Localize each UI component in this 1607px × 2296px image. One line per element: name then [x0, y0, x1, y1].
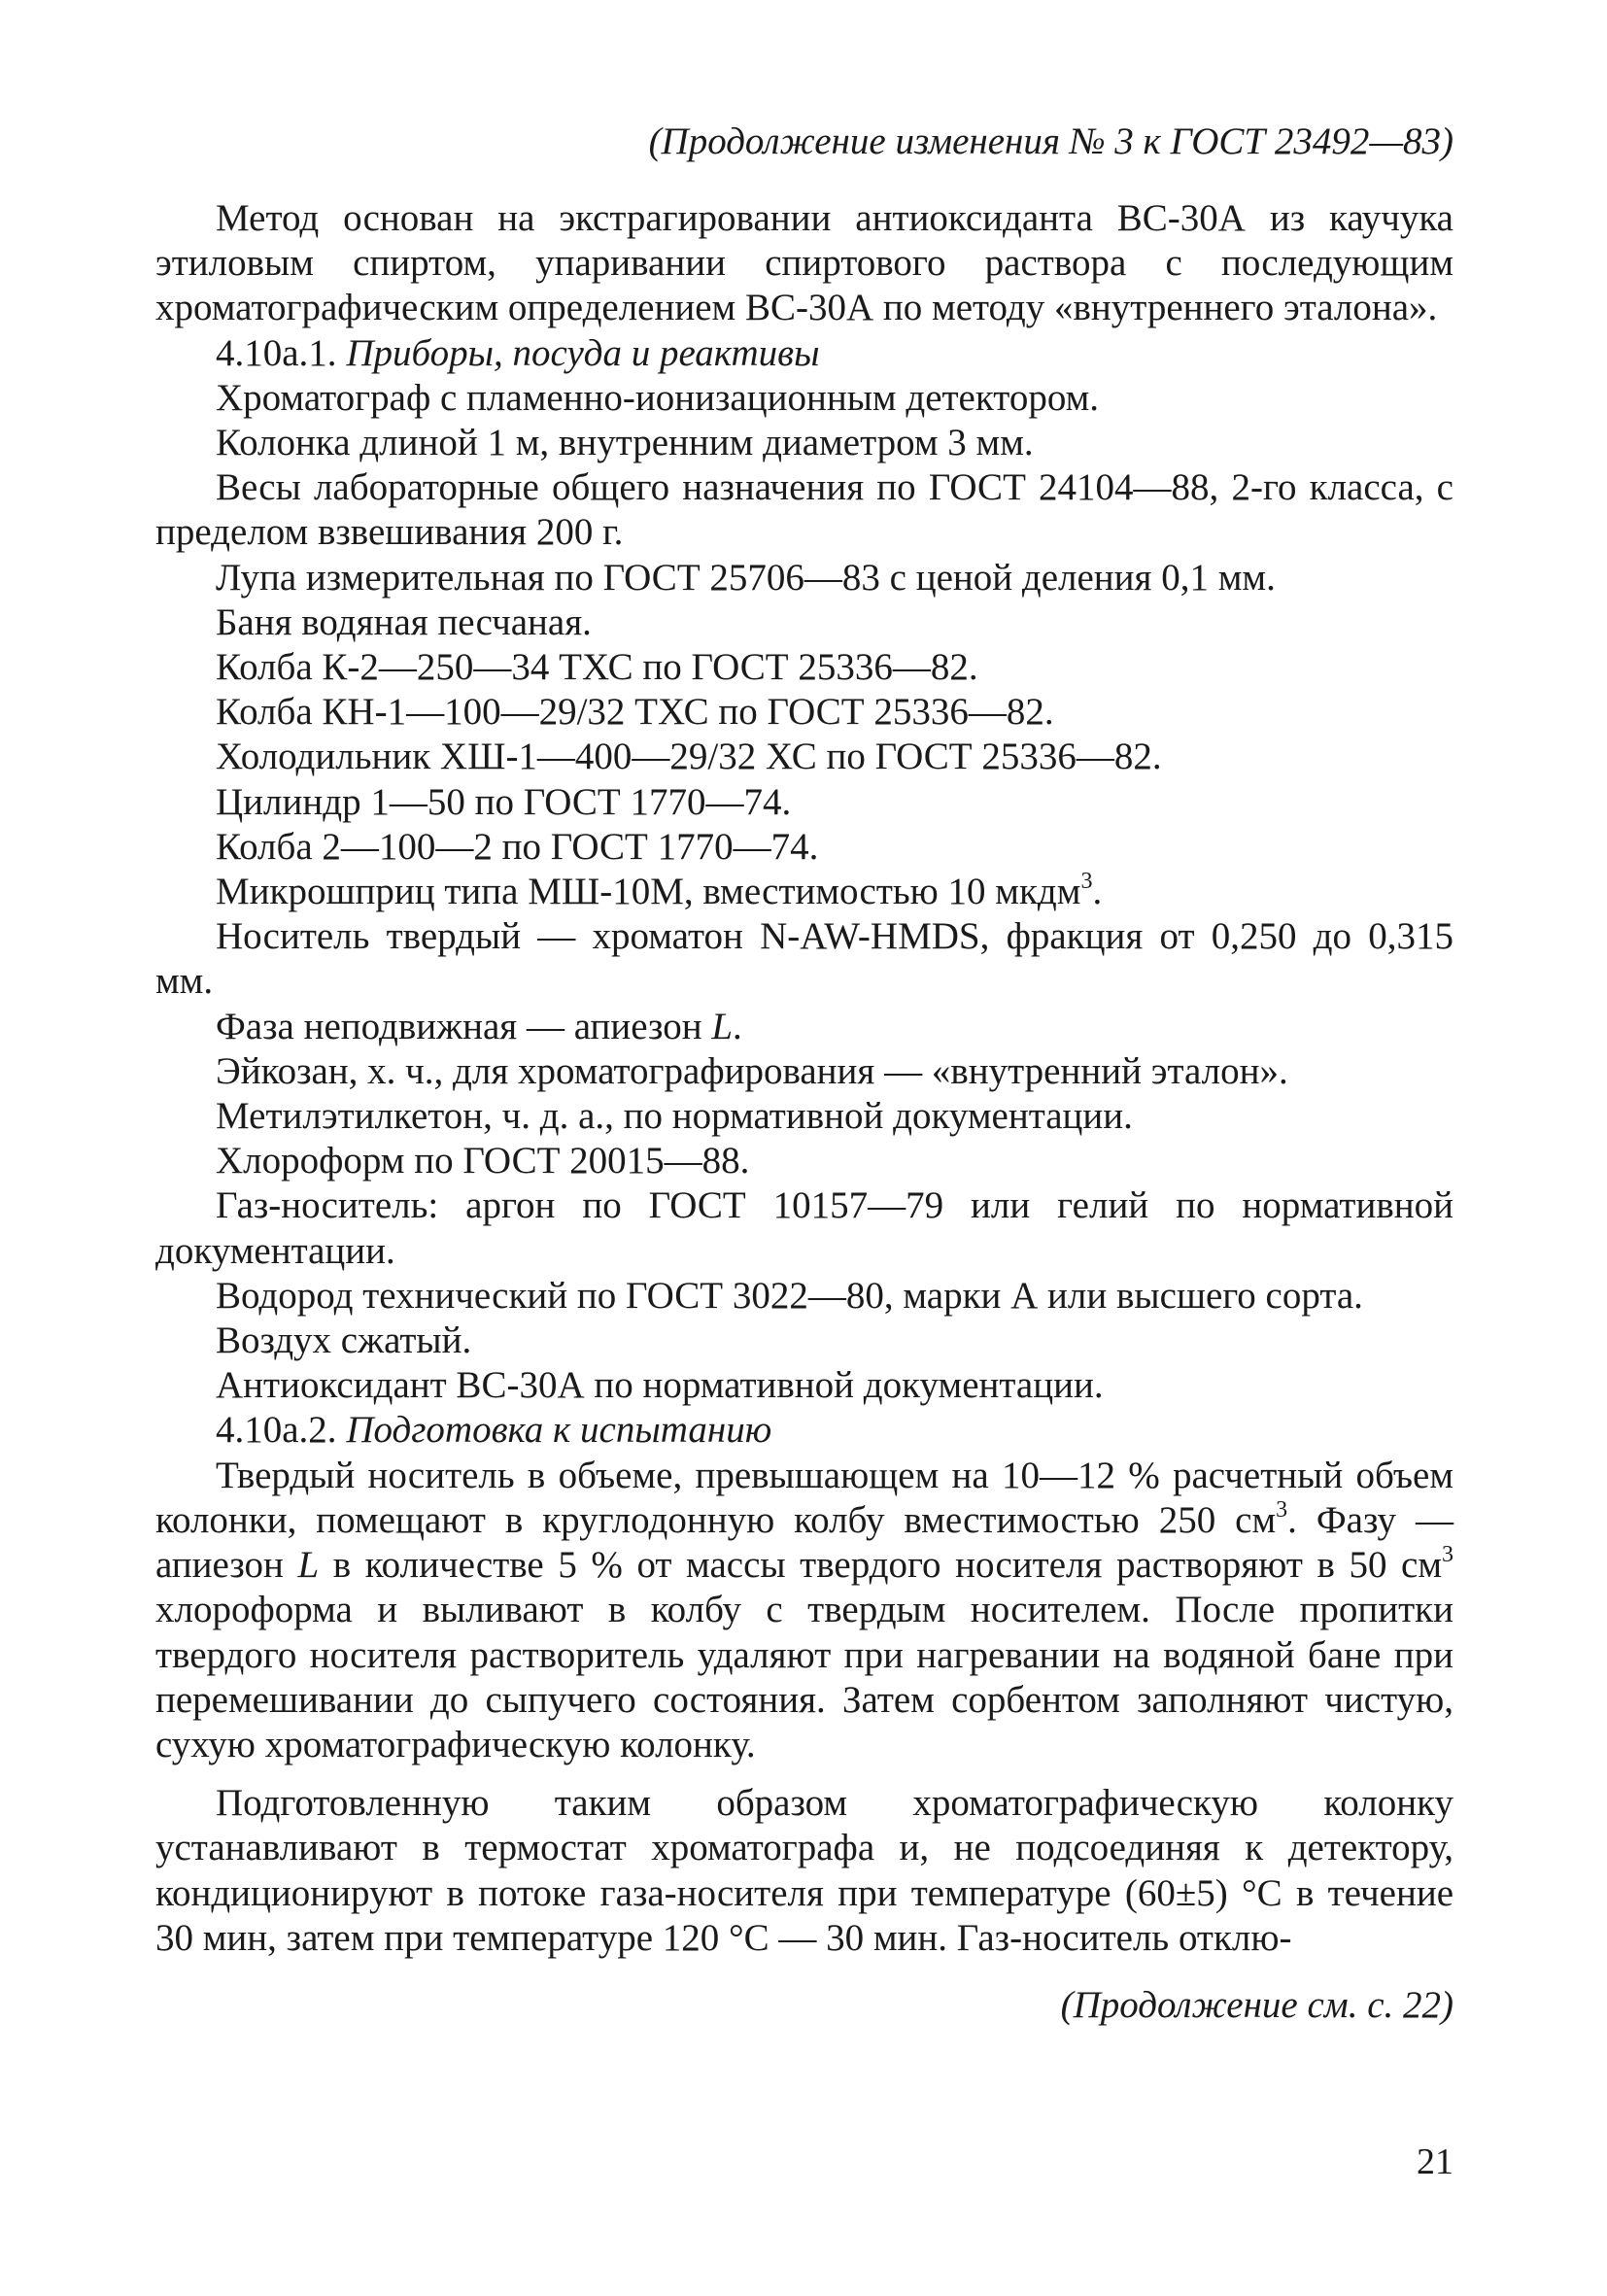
list-item: Хроматограф с пламенно-ионизационным детектором. [216, 376, 1100, 419]
section-title: Подготовка к испытанию [346, 1409, 772, 1452]
prep-text: Твердый носитель в объеме, превышающем на 10—12 % расчетный объем колонки, помещают в круглодонную колбу вместимостью 250 см [155, 1454, 1453, 1541]
prep-paragraph [155, 1454, 1453, 1767]
conditioning-paragraph: Подготовленную таким образом хроматографическую колонку устанавливают в термостат хроматографа и, не подсоединяя к детектору, кондиционируют в потоке газа-носителя при температуре (60±5) °С в течение 30 мин, затем при температуре 120 °С — 30 мин. Газ-носитель отклю- [155, 1782, 1453, 1959]
section-heading-1 [155, 331, 1453, 376]
list-item: Газ-носитель: аргон по ГОСТ 10157—79 или гелий по нормативной документации. [155, 1184, 1453, 1272]
section-title: Приборы, посуда и реактивы [346, 331, 820, 374]
italic-symbol: L [297, 1544, 320, 1587]
list-item: Хлороформ по ГОСТ 20015—88. [216, 1140, 750, 1182]
document-page [155, 115, 1454, 2182]
list-item: Колба КН-1—100—29/32 ТХС по ГОСТ 25336—82. [216, 691, 1054, 734]
section-heading-2 [155, 1408, 1453, 1453]
continuation-note: (Продолжение см. с. 22) [1060, 1984, 1453, 2026]
prep-text: хлороформа и выливают в колбу с твердым носителем. После пропитки твердого носителя растворитель удаляют при нагревании на водяной бане при перемешивании до сыпучего состояния. Затем сорбентом заполняют чистую, сухую хроматографическую колонку. [155, 1589, 1453, 1765]
list-item: Колба 2—100—2 по ГОСТ 1770—74. [216, 825, 819, 868]
body-text [155, 196, 1453, 1961]
list-item: Колонка длиной 1 м, внутренним диаметром 3 мм. [216, 422, 1034, 464]
italic-symbol: L [711, 1005, 734, 1047]
list-item: Холодильник ХШ-1—400—29/32 ХС по ГОСТ 25336—82. [216, 736, 1162, 778]
list-item-text: Фаза неподвижная — апиезон [216, 1005, 712, 1047]
list-item: Весы лабораторные общего назначения по ГОСТ 24104—88, 2-го класса, с пределом взвешивания 200 г. [155, 466, 1453, 554]
list-item-text: Микрошприц типа МШ-10М, вместимостью 10 мкдм [216, 871, 1081, 913]
list-item-end: . [733, 1005, 742, 1047]
superscript: 3 [1442, 1542, 1454, 1568]
list-item: Метилэтилкетон, ч. д. а., по нормативной документации. [216, 1095, 1133, 1138]
list-item [155, 1005, 1453, 1049]
list-item: Антиоксидант ВС-30А по нормативной документации. [216, 1364, 1104, 1407]
superscript: 3 [1276, 1496, 1288, 1523]
list-item [155, 870, 1453, 914]
intro-paragraph: Метод основан на экстрагировании антиоксиданта ВС-30А из каучука этиловым спиртом, упаривании спиртового раствора с последующим хроматографическим определением ВС-30А по методу «внутреннего эталона». [155, 197, 1453, 329]
prep-text: в количестве 5 % от массы твердого носителя растворяют в 50 см [319, 1544, 1443, 1587]
section-number: 4.10а.1. [216, 331, 337, 374]
section-number: 4.10а.2. [216, 1409, 337, 1452]
list-item-end: . [1092, 871, 1103, 913]
list-item: Воздух сжатый. [216, 1319, 472, 1362]
list-item: Водород технический по ГОСТ 3022—80, марки А или высшего сорта. [216, 1274, 1363, 1317]
prep-text: . Фазу — апиезон [155, 1498, 1453, 1587]
list-item: Колба К-2—250—34 ТХС по ГОСТ 25336—82. [216, 646, 978, 689]
list-item: Цилиндр 1—50 по ГОСТ 1770—74. [216, 780, 792, 823]
list-item: Лупа измерительная по ГОСТ 25706—83 с ценой деления 0,1 мм. [216, 556, 1276, 599]
superscript: 3 [1080, 869, 1093, 895]
list-item: Эйкозан, х. ч., для хроматографирования — «внутренний эталон». [216, 1049, 1288, 1092]
list-item: Носитель твердый — хроматон N-AW-HMDS, фракция от 0,250 до 0,315 мм. [155, 915, 1453, 1003]
running-head: (Продолжение изменения № 3 к ГОСТ 23492—83) [648, 120, 1453, 162]
list-item: Баня водяная песчаная. [216, 600, 592, 643]
page-number: 21 [1417, 2142, 1453, 2182]
